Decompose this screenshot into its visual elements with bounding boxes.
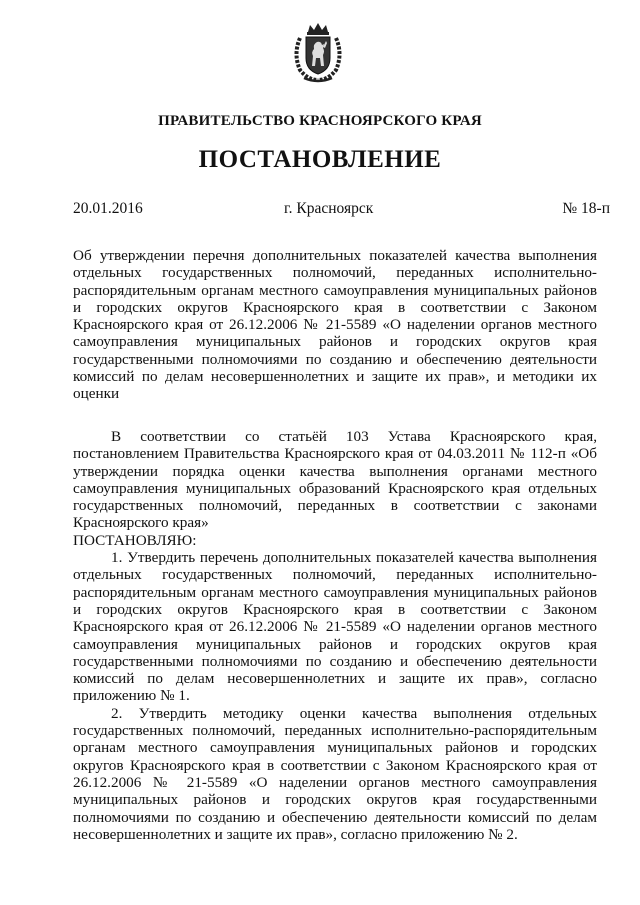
krasnoyarsk-coat-of-arms-icon (290, 22, 346, 84)
document-city: г. Красноярск (284, 200, 374, 217)
decree-item-2: 2. Утвердить методику оценки качества выполнения отдельных государственных полномочий, переданных исполнительно-распорядительным органам местного самоуправления муниципальных районов и городских округов Красноярского края в соответствии с Законом Красноярского края от 26.12.2006 № 21-5589 «О наделении органов местного самоуправления муниципальных районов и городских округов края государственными полномочиями по созданию и обеспечению деятельности комиссий по делам несовершеннолетних и защите их прав», согласно приложению № 2. (73, 704, 597, 843)
document-date: 20.01.2016 (73, 200, 143, 217)
preamble-paragraph: В соответствии со статьёй 103 Устава Красноярского края, постановлением Правительства Красноярского края от 04.03.2011 № 112-п «Об утверждении порядка оценки качества выполнения органами местного самоуправления муниципальных образований Красноярского края отдельных государственных полномочий, переданных в соответствии с законами Красноярского края» (73, 428, 597, 532)
document-body (73, 428, 597, 843)
government-name: ПРАВИТЕЛЬСТВО КРАСНОЯРСКОГО КРАЯ (158, 113, 482, 129)
decree-word: ПОСТАНОВЛЯЮ: (73, 531, 197, 549)
decree-item-1: 1. Утвердить перечень дополнительных показателей качества выполнения отдельных государственных полномочий, переданных исполнительно-распорядительным органам местного самоуправления муниципальных районов и городских округов Красноярского края в соответствии с Законом Красноярского края от 26.12.2006 № 21-5589 «О наделении органов местного самоуправления муниципальных районов и городских округов края государственными полномочиями по созданию и обеспечению деятельности комиссий по делам несовершеннолетних и защите их прав», согласно приложению № 1. (73, 549, 597, 705)
document-subject: Об утверждении перечня дополнительных показателей качества выполнения отдельных государственных полномочий, переданных исполнительно-распорядительным органам местного самоуправления муниципальных районов и городских округов Красноярского края в соответствии с Законом Красноярского края от 26.12.2006 № 21-5589 «О наделении органов местного самоуправления муниципальных районов и городских округов края государственными полномочиями по созданию и обеспечению деятельности комиссий по делам несовершеннолетних и защите их прав», и методики их оценки (73, 247, 597, 403)
document-type-title: ПОСТАНОВЛЕНИЕ (198, 146, 442, 173)
document-number: № 18-п (562, 200, 610, 217)
